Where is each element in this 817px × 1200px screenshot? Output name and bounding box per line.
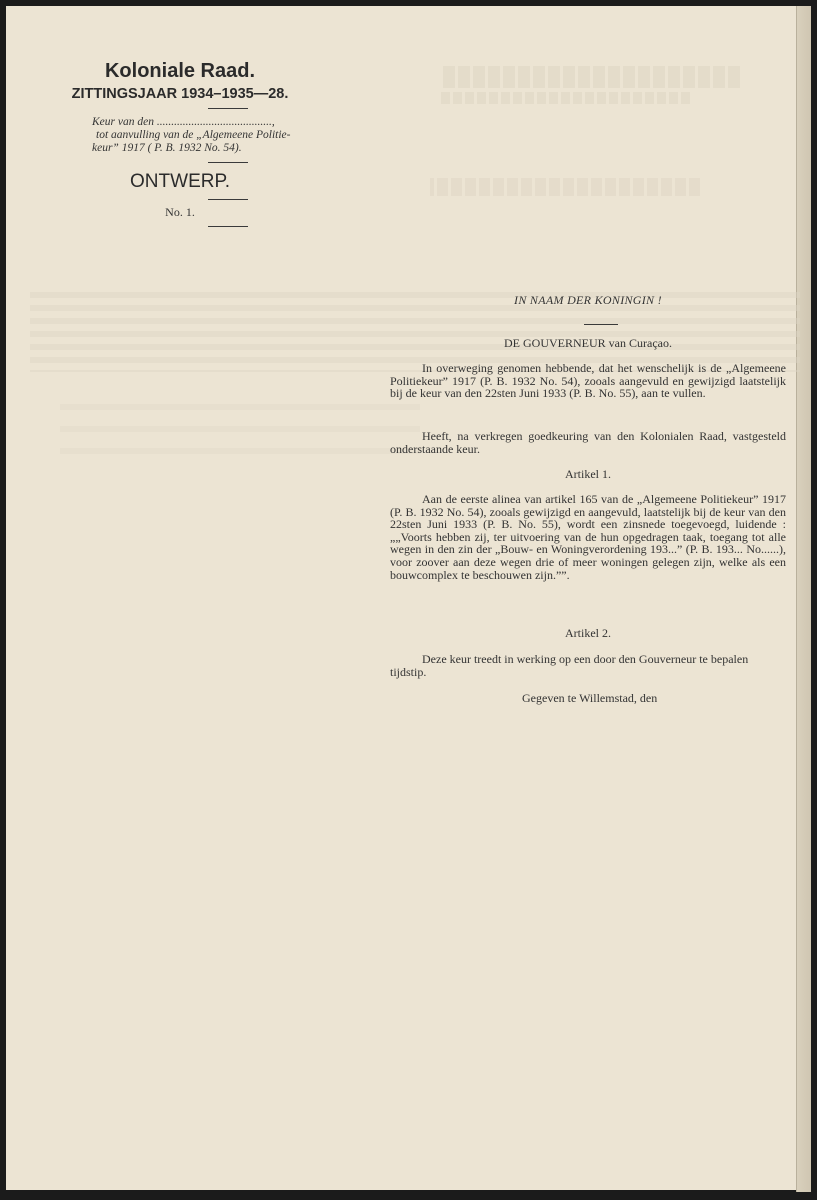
divider: [208, 162, 248, 163]
article-1-heading: Artikel 1.: [565, 467, 611, 481]
divider: [584, 324, 618, 325]
draft-label: ONTWERP.: [130, 171, 230, 192]
considering-paragraph: [390, 362, 786, 400]
keur-line: Keur van den ........................................,: [92, 116, 275, 128]
closing-text: Gegeven te Willemstad, den: [522, 691, 658, 705]
invocation: IN NAAM DER KONINGIN !: [514, 293, 662, 307]
article-1-text: Aan de eerste alinea van artikel 165 van de „Algemeene Politiekeur” 1917 (P. B. 1932 No. 54), zooals gewijzigd en aangevuld, laatstelijk bij de keur van den 22sten Juni 1933 (P. B. No. 55), wordt een zinsnede toegevoegd, luidende : „„Voorts hebben zij, ter uitvoering van de hun opgedragen taak, toegang tot alle wegen in den zin der „Bouw- en Woningverordening 193...” (P. B. 193... No......), voor zoover aan deze wegen drie of meer woningen gelegen zijn, welke als een bouwcomplex te beschouwen zijn.””.: [390, 492, 786, 582]
keur-description: [92, 116, 362, 155]
bleed-through-heading: [430, 178, 700, 196]
closing-paragraph: [390, 692, 786, 705]
bleed-through-signature: [60, 404, 420, 454]
article-1-paragraph: [390, 493, 786, 581]
bleed-through-title: [440, 66, 740, 88]
article-2-heading: Artikel 2.: [565, 626, 611, 640]
keur-line: keur” 1917 ( P. B. 1932 No. 54).: [92, 142, 242, 154]
divider: [208, 199, 248, 200]
adopted-paragraph: [390, 430, 786, 455]
adopted-text: Heeft, na verkregen goedkeuring van den Kolonialen Raad, vastgesteld onderstaande keur.: [390, 429, 786, 456]
governor-line: DE GOUVERNEUR van Curaçao.: [504, 336, 672, 350]
divider: [208, 226, 248, 227]
article-2-paragraph: [390, 653, 786, 678]
bleed-through-subtitle: [440, 92, 690, 104]
considering-text: In overweging genomen hebbende, dat het wenschelijk is de „Algemeene Politiekeur” 1917 (P. B. 1932 No. 54), zooals aangevuld en gewijzigd laatstelijk bij de keur van den 22sten Juni 1933 (P. B. No. 55), aan te vullen.: [390, 361, 786, 401]
keur-line: tot aanvulling van de „Algemeene Politie-: [96, 129, 291, 141]
page-edge: [796, 6, 811, 1192]
article-2-text: Deze keur treedt in werking op een door den Gouverneur te bepalen tijdstip.: [390, 652, 749, 679]
document-number: No. 1.: [165, 205, 195, 219]
session-year: ZITTINGSJAAR 1934–1935—28.: [71, 86, 289, 102]
council-title: Koloniale Raad.: [104, 60, 256, 82]
divider: [208, 108, 248, 109]
